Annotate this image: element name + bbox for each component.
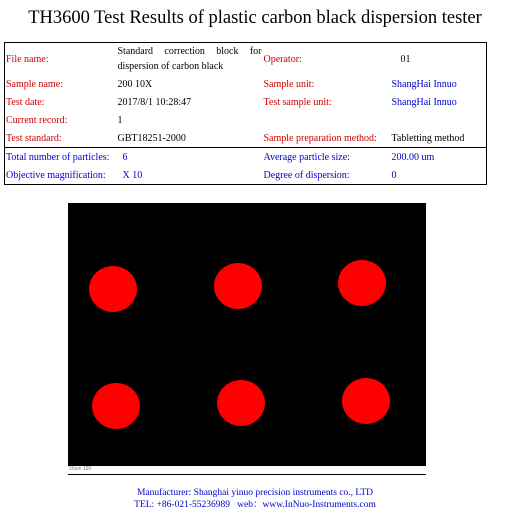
table-row [5, 129, 487, 148]
current-record-value: 1 [117, 114, 123, 126]
file-name-label: File name: [6, 53, 49, 65]
current-record-label: Current record: [6, 114, 68, 126]
test-sample-unit-value: ShangHai Innuo [391, 96, 457, 108]
operator-value: 01 [400, 53, 411, 65]
sample-preparation-method-label: Sample preparation method: [263, 132, 377, 144]
table-row [5, 148, 487, 167]
table-row [5, 75, 487, 93]
sample-name-value: 200 10X [117, 78, 153, 90]
test-date-value: 2017/8/1 10:28:47 [117, 96, 192, 108]
degree-of-dispersion-value: 0 [391, 169, 397, 181]
table-row [5, 111, 487, 129]
sample-unit-value: ShangHai Innuo [391, 78, 457, 90]
particle-dot [214, 263, 262, 309]
file-name-value [117, 43, 263, 76]
particle-dot [342, 378, 390, 424]
table-row [5, 93, 487, 111]
average-particle-size-label: Average particle size: [263, 148, 391, 167]
file-name-line1: Standard correction block for [117, 46, 262, 57]
image-scale-bar [68, 466, 426, 474]
total-particles-value: 6 [117, 148, 263, 167]
footer [0, 487, 510, 511]
test-sample-unit-label: Test sample unit: [263, 96, 332, 108]
average-particle-size-value: 200.00 um [391, 148, 487, 167]
manufacturer-line: Manufacturer: Shanghai yinuo precision instruments co., LTD [136, 488, 374, 498]
objective-magnification-label: Objective magnification: [6, 169, 106, 181]
sample-unit-label: Sample unit: [263, 78, 315, 90]
test-standard-label: Test standard: [6, 132, 62, 144]
particle-dot [92, 383, 140, 429]
particle-dot [217, 380, 265, 426]
degree-of-dispersion-label: Degree of dispersion: [263, 169, 350, 181]
contact-line: TEL: +86-021-55236989 web：www.InNuo-Instruments.com [134, 500, 376, 510]
sample-name-label: Sample name: [6, 78, 63, 90]
report-title: TH3600 Test Results of plastic carbon black dispersion tester [28, 8, 482, 28]
total-particles-label: Total number of particles: [5, 148, 117, 167]
file-name-line2: dispersion of carbon black [117, 61, 224, 72]
test-date-label: Test date: [6, 96, 45, 108]
sample-preparation-method-value: Tabletting method [391, 132, 465, 144]
objective-magnification-value: X 10 [122, 169, 143, 181]
test-standard-value: GBT18251-2000 [117, 132, 186, 144]
table-row [5, 166, 487, 185]
particle-dot [338, 260, 386, 306]
particle-dot [89, 266, 137, 312]
table-row [5, 43, 487, 76]
operator-label: Operator: [263, 53, 302, 65]
test-info-table [4, 42, 487, 185]
particle-image [68, 203, 426, 475]
scale-label: 20um 100 [69, 466, 92, 472]
